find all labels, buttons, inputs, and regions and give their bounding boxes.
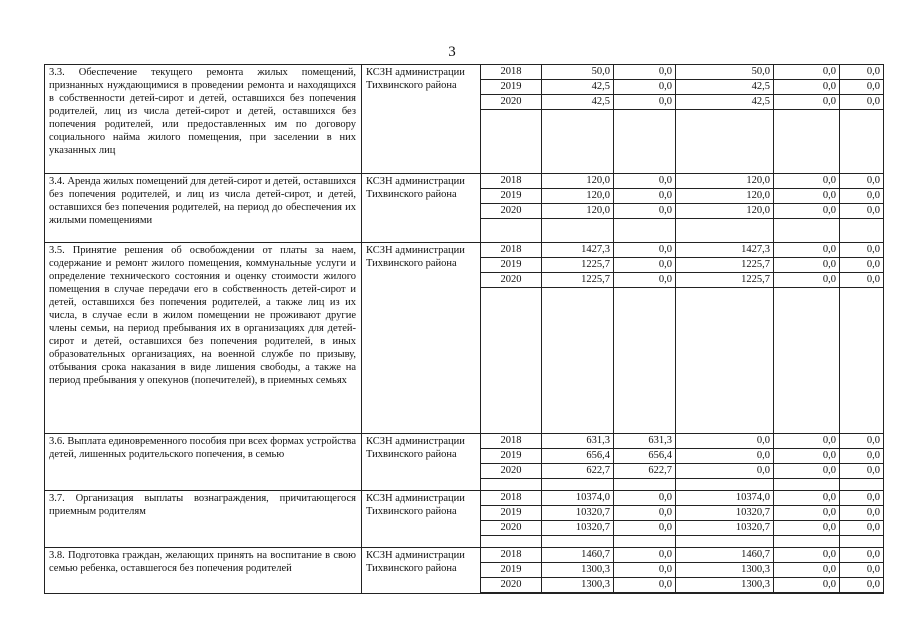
spacer-cell (676, 479, 774, 491)
spacer-cell (542, 110, 614, 174)
spacer-cell (774, 593, 840, 594)
value-cell-3: 120,0 (676, 174, 774, 189)
value-cell-4: 0,0 (774, 80, 840, 95)
year-cell: 2019 (481, 449, 542, 464)
table-row (45, 65, 884, 80)
value-cell-3: 1460,7 (676, 548, 774, 563)
spacer-cell (840, 219, 884, 243)
value-cell-3: 120,0 (676, 204, 774, 219)
value-cell-4: 0,0 (774, 204, 840, 219)
spacer-cell (774, 536, 840, 548)
value-cell-5: 0,0 (840, 258, 884, 273)
value-cell-2: 0,0 (614, 521, 676, 536)
value-cell-4: 0,0 (774, 449, 840, 464)
value-cell-4: 0,0 (774, 548, 840, 563)
year-cell: 2019 (481, 506, 542, 521)
spacer-cell (676, 288, 774, 434)
spacer-cell (676, 219, 774, 243)
spacer-cell (481, 219, 542, 243)
value-cell-4: 0,0 (774, 521, 840, 536)
value-cell-5: 0,0 (840, 578, 884, 593)
spacer-cell (614, 110, 676, 174)
year-cell: 2019 (481, 80, 542, 95)
year-cell: 2018 (481, 548, 542, 563)
value-cell-3: 120,0 (676, 189, 774, 204)
value-cell-2: 0,0 (614, 578, 676, 593)
value-cell-2: 0,0 (614, 491, 676, 506)
value-cell-3: 10374,0 (676, 491, 774, 506)
value-cell-3: 1300,3 (676, 563, 774, 578)
activity-description: 3.6. Выплата единовременного пособия при всех формах устройства детей, лишенных родительского попечения, в семью (45, 434, 362, 491)
value-cell-4: 0,0 (774, 434, 840, 449)
value-cell-2: 631,3 (614, 434, 676, 449)
value-cell-1: 1460,7 (542, 548, 614, 563)
year-cell: 2018 (481, 491, 542, 506)
year-cell: 2019 (481, 563, 542, 578)
value-cell-4: 0,0 (774, 578, 840, 593)
activity-executor: КСЗН администрации Тихвинского района (362, 548, 481, 594)
activity-executor: КСЗН администрации Тихвинского района (362, 491, 481, 548)
table-row (45, 243, 884, 258)
activity-description: 3.5. Принятие решения об освобождении от платы за наем, содержание и ремонт жилого помещения, коммунальные услуги и определение технического состояния и оценку стоимости жилого помещения в случае передачи его в собственность детей-сирот и детей, оставшихся без попечения родителей, а также лиц из их числа, в случае если в жилом помещении не проживают другие члены семьи, на период пребывания их в организациях для детей-сирот и детей, оставшихся без попечения родителей, в иных образовательных организациях, на военной службе по призыву, отбывания срока наказания в виде лишения свободы, а также на период пребывания у опекунов (попечителей), в приемных семьях (45, 243, 362, 434)
year-cell: 2020 (481, 521, 542, 536)
value-cell-2: 0,0 (614, 95, 676, 110)
year-cell: 2018 (481, 434, 542, 449)
activity-executor: КСЗН администрации Тихвинского района (362, 243, 481, 434)
spacer-cell (481, 479, 542, 491)
value-cell-2: 0,0 (614, 273, 676, 288)
value-cell-4: 0,0 (774, 189, 840, 204)
value-cell-3: 1225,7 (676, 273, 774, 288)
value-cell-3: 10320,7 (676, 521, 774, 536)
value-cell-2: 656,4 (614, 449, 676, 464)
value-cell-2: 0,0 (614, 80, 676, 95)
value-cell-1: 42,5 (542, 95, 614, 110)
value-cell-2: 0,0 (614, 65, 676, 80)
spacer-cell (774, 479, 840, 491)
year-cell: 2018 (481, 243, 542, 258)
value-cell-2: 622,7 (614, 464, 676, 479)
table-row (45, 548, 884, 563)
value-cell-2: 0,0 (614, 548, 676, 563)
value-cell-3: 1225,7 (676, 258, 774, 273)
spacer-cell (481, 110, 542, 174)
value-cell-5: 0,0 (840, 65, 884, 80)
spacer-cell (676, 536, 774, 548)
value-cell-5: 0,0 (840, 506, 884, 521)
value-cell-5: 0,0 (840, 449, 884, 464)
value-cell-1: 42,5 (542, 80, 614, 95)
value-cell-1: 656,4 (542, 449, 614, 464)
spacer-cell (676, 593, 774, 594)
year-cell: 2020 (481, 578, 542, 593)
value-cell-1: 1300,3 (542, 563, 614, 578)
value-cell-2: 0,0 (614, 243, 676, 258)
table-row (45, 491, 884, 506)
spacer-cell (676, 110, 774, 174)
value-cell-2: 0,0 (614, 563, 676, 578)
value-cell-3: 0,0 (676, 449, 774, 464)
table-row (45, 174, 884, 189)
spacer-cell (614, 593, 676, 594)
year-cell: 2018 (481, 65, 542, 80)
spacer-cell (481, 593, 542, 594)
value-cell-5: 0,0 (840, 243, 884, 258)
spacer-cell (774, 288, 840, 434)
year-cell: 2020 (481, 464, 542, 479)
value-cell-1: 1427,3 (542, 243, 614, 258)
spacer-cell (481, 536, 542, 548)
activity-description: 3.7. Организация выплаты вознаграждения, причитающегося приемным родителям (45, 491, 362, 548)
value-cell-5: 0,0 (840, 491, 884, 506)
year-cell: 2020 (481, 204, 542, 219)
value-cell-5: 0,0 (840, 204, 884, 219)
year-cell: 2018 (481, 174, 542, 189)
spacer-cell (542, 536, 614, 548)
spacer-cell (840, 288, 884, 434)
value-cell-5: 0,0 (840, 273, 884, 288)
spacer-cell (614, 536, 676, 548)
activity-executor: КСЗН администрации Тихвинского района (362, 174, 481, 243)
activity-executor: КСЗН администрации Тихвинского района (362, 65, 481, 174)
value-cell-4: 0,0 (774, 464, 840, 479)
value-cell-1: 1300,3 (542, 578, 614, 593)
value-cell-1: 1225,7 (542, 273, 614, 288)
value-cell-5: 0,0 (840, 563, 884, 578)
value-cell-5: 0,0 (840, 521, 884, 536)
value-cell-5: 0,0 (840, 80, 884, 95)
spacer-cell (542, 288, 614, 434)
activity-description: 3.8. Подготовка граждан, желающих принять на воспитание в свою семью ребенка, оставшегося без попечения родителей (45, 548, 362, 594)
value-cell-3: 0,0 (676, 464, 774, 479)
spacer-cell (840, 479, 884, 491)
year-cell: 2020 (481, 95, 542, 110)
spacer-cell (774, 110, 840, 174)
year-cell: 2019 (481, 258, 542, 273)
value-cell-5: 0,0 (840, 434, 884, 449)
value-cell-1: 631,3 (542, 434, 614, 449)
value-cell-5: 0,0 (840, 189, 884, 204)
value-cell-5: 0,0 (840, 548, 884, 563)
value-cell-1: 10320,7 (542, 521, 614, 536)
value-cell-3: 0,0 (676, 434, 774, 449)
value-cell-3: 1427,3 (676, 243, 774, 258)
value-cell-4: 0,0 (774, 65, 840, 80)
value-cell-4: 0,0 (774, 273, 840, 288)
value-cell-5: 0,0 (840, 174, 884, 189)
value-cell-5: 0,0 (840, 95, 884, 110)
spacer-cell (481, 288, 542, 434)
value-cell-4: 0,0 (774, 491, 840, 506)
year-cell: 2019 (481, 189, 542, 204)
page-number: 3 (448, 44, 456, 60)
value-cell-2: 0,0 (614, 506, 676, 521)
value-cell-2: 0,0 (614, 204, 676, 219)
value-cell-1: 10320,7 (542, 506, 614, 521)
spacer-cell (614, 479, 676, 491)
spacer-cell (542, 593, 614, 594)
spacer-cell (614, 288, 676, 434)
spacer-cell (542, 219, 614, 243)
value-cell-4: 0,0 (774, 258, 840, 273)
value-cell-3: 42,5 (676, 95, 774, 110)
value-cell-1: 120,0 (542, 189, 614, 204)
activity-description: 3.3. Обеспечение текущего ремонта жилых помещений, признанных нуждающимися в проведении ремонта и находящихся в собственности детей-сирот и детей, оставшихся без попечения родителей, лиц из числа детей-сирот и детей, оставшихся без попечения родителей, или предоставленных им по договору социального найма жилого помещения, при заселении в них указанных лиц (45, 65, 362, 174)
value-cell-3: 42,5 (676, 80, 774, 95)
spacer-cell (840, 110, 884, 174)
value-cell-1: 10374,0 (542, 491, 614, 506)
value-cell-2: 0,0 (614, 258, 676, 273)
value-cell-5: 0,0 (840, 464, 884, 479)
activity-description: 3.4. Аренда жилых помещений для детей-сирот и детей, оставшихся без попечения родителей, и лиц из числа детей-сирот, и детей, оставшихся без попечения родителей, на период до обеспечения их жилыми помещениями (45, 174, 362, 243)
value-cell-3: 50,0 (676, 65, 774, 80)
table-row (45, 434, 884, 449)
spacer-cell (614, 219, 676, 243)
value-cell-1: 120,0 (542, 204, 614, 219)
value-cell-4: 0,0 (774, 506, 840, 521)
value-cell-4: 0,0 (774, 95, 840, 110)
value-cell-4: 0,0 (774, 174, 840, 189)
year-cell: 2020 (481, 273, 542, 288)
value-cell-1: 50,0 (542, 65, 614, 80)
value-cell-3: 10320,7 (676, 506, 774, 521)
value-cell-1: 1225,7 (542, 258, 614, 273)
program-activities-table (44, 64, 884, 594)
value-cell-1: 622,7 (542, 464, 614, 479)
spacer-cell (774, 219, 840, 243)
spacer-cell (542, 479, 614, 491)
value-cell-4: 0,0 (774, 563, 840, 578)
value-cell-2: 0,0 (614, 174, 676, 189)
activity-executor: КСЗН администрации Тихвинского района (362, 434, 481, 491)
spacer-cell (840, 593, 884, 594)
spacer-cell (840, 536, 884, 548)
value-cell-3: 1300,3 (676, 578, 774, 593)
value-cell-4: 0,0 (774, 243, 840, 258)
value-cell-1: 120,0 (542, 174, 614, 189)
value-cell-2: 0,0 (614, 189, 676, 204)
